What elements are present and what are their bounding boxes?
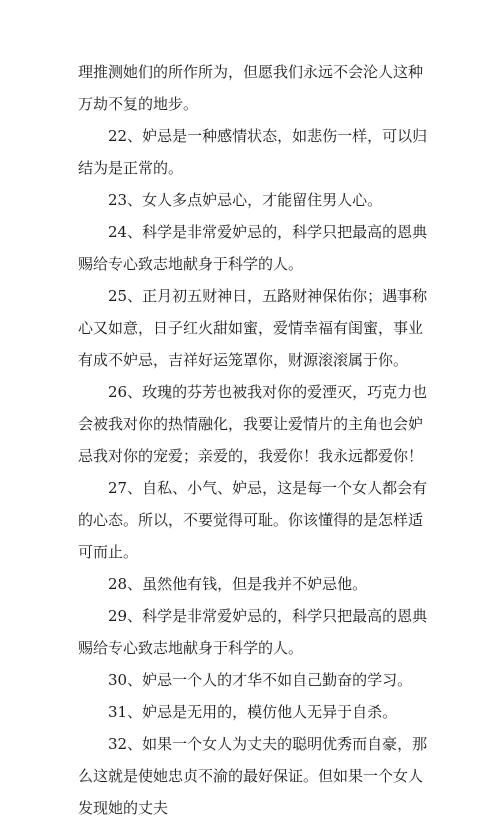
paragraph-25: 25、正月初五财神日，五路财神保佑你；遇事称心又如意，日子红火甜如蜜，爱情幸福有闺蜜，事业有成不妒忌，吉祥好运笼罩你，财源滚滚属于你。 [78, 287, 428, 369]
paragraph-29: 29、科学是非常爱妒忌的，科学只把最高的恩典赐给专心致志地献身于科学的人。 [78, 607, 428, 657]
paragraph-32: 32、如果一个女人为丈夫的聪明优秀而自豪，那么这就是使她忠贞不渝的最好保证。但如果一个女人发现她的丈夫 [78, 735, 428, 817]
paragraph-24: 24、科学是非常爱妒忌的，科学只把最高的恩典赐给专心致志地献身于科学的人。 [78, 223, 428, 273]
paragraph-27: 27、自私、小气、妒忌，这是每一个女人都会有的心态。所以，不要觉得可耻。你该懂得的是怎样适可而止。 [78, 479, 428, 561]
paragraph-continuation: 理推测她们的所作所为，但愿我们永远不会沦人这种万劫不复的地步。 [78, 63, 424, 113]
paragraph-22: 22、妒忌是一种感情状态，如悲伤一样，可以归结为是正常的。 [78, 127, 428, 177]
paragraph-30: 30、妒忌一个人的才华不如自己勤奋的学习。 [108, 671, 413, 689]
document-page [78, 56, 430, 824]
paragraph-23: 23、女人多点妒忌心，才能留住男人心。 [108, 191, 383, 209]
paragraph-28: 28、虽然他有钱，但是我并不妒忌他。 [108, 575, 368, 593]
paragraph-31: 31、妒忌是无用的，模仿他人无异于自杀。 [108, 703, 398, 721]
paragraph-26: 26、玫瑰的芬芳也被我对你的爱湮灭，巧克力也会被我对你的热情融化，我要让爱情片的主角也会妒忌我对你的宠爱；亲爱的，我爱你！我永远都爱你！ [78, 383, 428, 465]
